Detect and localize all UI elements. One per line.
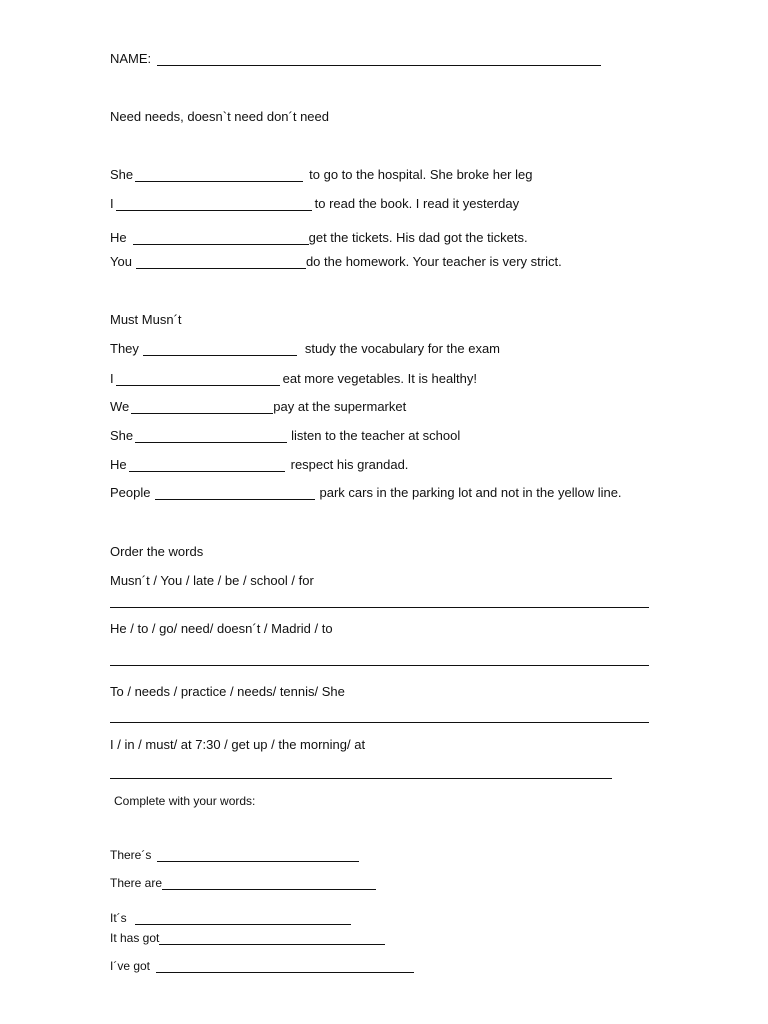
subject: You: [110, 254, 132, 269]
sentence-rest: do the homework. Your teacher is very strict.: [305, 254, 562, 269]
answer-blank[interactable]: [157, 849, 359, 862]
prompt: It´s: [110, 911, 127, 925]
subject: People: [110, 485, 151, 500]
name-blank[interactable]: [157, 53, 601, 66]
exercise-row: [110, 399, 406, 415]
name-row: [110, 51, 603, 67]
sentence-rest: to read the book. I read it yesterday: [314, 196, 520, 211]
answer-blank[interactable]: [155, 487, 315, 500]
subject: They: [110, 341, 139, 356]
answer-blank[interactable]: [116, 198, 312, 211]
sentence-rest: study the vocabulary for the exam: [304, 341, 501, 356]
sentence-rest: park cars in the parking lot and not in the yellow line.: [319, 485, 622, 500]
answer-blank[interactable]: [116, 373, 280, 386]
exercise-row: [110, 167, 532, 183]
answer-blank[interactable]: [133, 232, 309, 245]
sentence-rest: respect his grandad.: [290, 457, 409, 472]
exercise-row: [110, 254, 562, 270]
subject: I: [110, 371, 114, 386]
prompt: It has got: [110, 931, 160, 945]
subject: We: [110, 399, 130, 414]
order-prompt: To / needs / practice / needs/ tennis/ She: [110, 684, 345, 699]
answer-blank[interactable]: [135, 430, 287, 443]
answer-blank[interactable]: [129, 459, 285, 472]
exercise-row: [110, 485, 622, 501]
order-prompt: Musn´t / You / late / be / school / for: [110, 573, 314, 588]
sentence-rest: listen to the teacher at school: [291, 428, 461, 443]
prompt: I´ve got: [110, 959, 151, 973]
section-title-order: Order the words: [110, 544, 204, 559]
sentence-rest: pay at the supermarket: [273, 399, 407, 414]
complete-row: [110, 910, 353, 926]
sentence-rest: get the tickets. His dad got the tickets.: [308, 230, 528, 245]
order-prompt: He / to / go/ need/ doesn´t / Madrid / to: [110, 621, 333, 636]
answer-blank[interactable]: [162, 877, 376, 890]
answer-blank[interactable]: [156, 960, 414, 973]
answer-blank[interactable]: [131, 401, 273, 414]
section-title-need: Need needs, doesn`t need don´t need: [110, 109, 330, 124]
exercise-row: [110, 428, 460, 444]
answer-blank[interactable]: [143, 343, 297, 356]
exercise-row: [110, 341, 500, 357]
complete-row: [110, 875, 378, 891]
prompt: There´s: [110, 848, 152, 862]
subject: She: [110, 428, 134, 443]
answer-blank[interactable]: [135, 169, 303, 182]
order-answer-line[interactable]: [110, 665, 649, 666]
order-prompt: I / in / must/ at 7:30 / get up / the morning/ at: [110, 737, 366, 752]
answer-blank[interactable]: [159, 932, 385, 945]
complete-row: [110, 958, 416, 974]
subject: He: [110, 230, 127, 245]
exercise-row: [110, 371, 477, 387]
answer-blank[interactable]: [136, 256, 306, 269]
exercise-row: [110, 230, 528, 246]
name-label: NAME:: [110, 51, 152, 66]
exercise-row: [110, 196, 519, 212]
subject: I: [110, 196, 114, 211]
order-answer-line[interactable]: [110, 778, 612, 779]
sentence-rest: to go to the hospital. She broke her leg: [309, 167, 533, 182]
prompt: There are: [110, 876, 163, 890]
order-answer-line[interactable]: [110, 722, 649, 723]
answer-blank[interactable]: [135, 912, 351, 925]
order-answer-line[interactable]: [110, 607, 649, 608]
subject: He: [110, 457, 127, 472]
complete-row: [110, 930, 387, 946]
subject: She: [110, 167, 134, 182]
section-title-must: Must Musn´t: [110, 312, 182, 327]
exercise-row: [110, 457, 408, 473]
complete-row: [110, 847, 361, 863]
sentence-rest: eat more vegetables. It is healthy!: [282, 371, 478, 386]
section-title-complete: Complete with your words:: [114, 794, 256, 808]
